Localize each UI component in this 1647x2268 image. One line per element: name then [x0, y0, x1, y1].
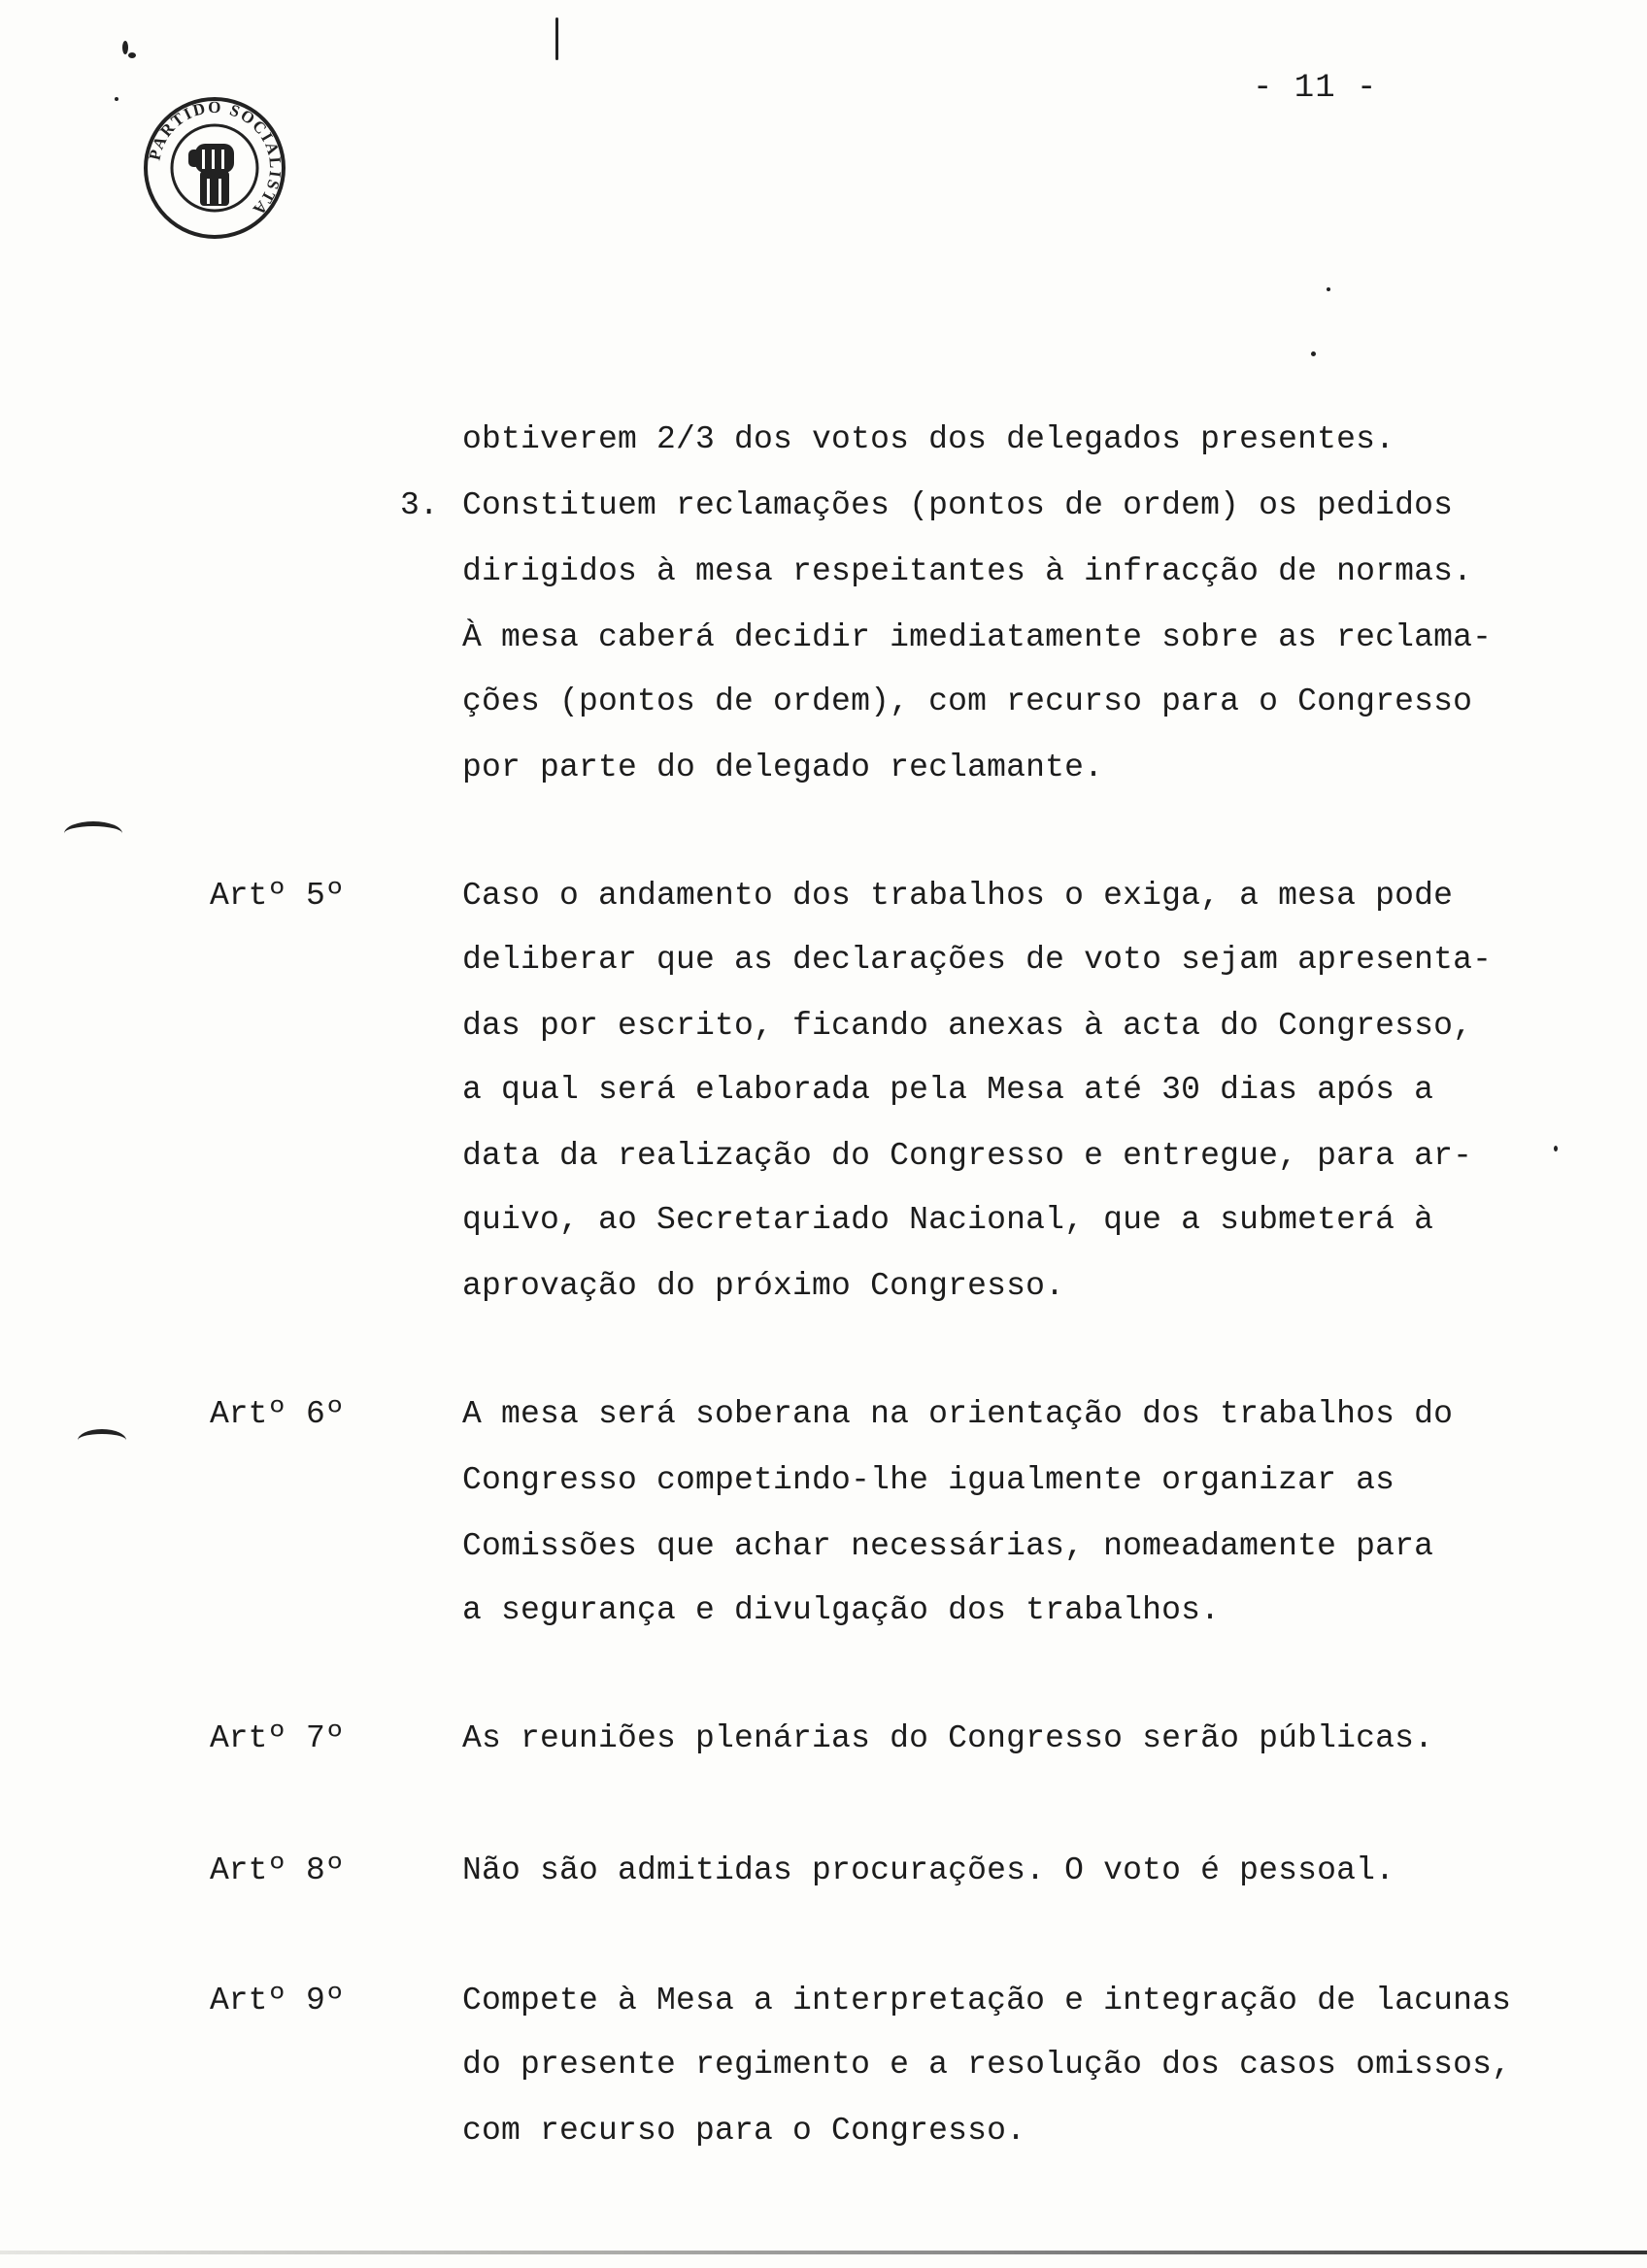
article-8-label: Artº 8º	[210, 1852, 345, 1888]
article-9-label: Artº 9º	[210, 1983, 345, 2018]
article-9-line: com recurso para o Congresso.	[462, 2113, 1026, 2149]
article-7-label: Artº 7º	[210, 1720, 345, 1756]
item-3-line: ções (pontos de ordem), com recurso para o Congresso	[462, 684, 1473, 719]
scan-speck	[128, 52, 136, 58]
scan-speck	[1311, 351, 1316, 356]
article-5-line: data da realização do Congresso e entregue, para ar-	[462, 1138, 1473, 1174]
article-6-line: A mesa será soberana na orientação dos trabalhos do	[462, 1396, 1454, 1432]
partido-socialista-seal	[142, 95, 287, 241]
article-8-line: Não são admitidas procurações. O voto é pessoal.	[462, 1852, 1395, 1888]
margin-arc-mark	[78, 1429, 126, 1451]
intro-line: obtiverem 2/3 dos votos dos delegados presentes.	[462, 421, 1395, 457]
item-3-line: por parte do delegado reclamante.	[462, 750, 1104, 785]
item-3-line: À mesa caberá decidir imediatamente sobre as reclama-	[462, 619, 1493, 655]
item-3-line: dirigidos à mesa respeitantes à infracção de normas.	[462, 553, 1473, 589]
article-9-line: do presente regimento e a resolução dos casos omissos,	[462, 2047, 1512, 2083]
article-5-line: deliberar que as declarações de voto sejam apresenta-	[462, 942, 1493, 978]
article-5-label: Artº 5º	[210, 878, 345, 914]
article-5-line: Caso o andamento dos trabalhos o exiga, a mesa pode	[462, 878, 1454, 914]
svg-text:PARTIDO SOCIALISTA: PARTIDO SOCIALISTA	[145, 97, 286, 220]
article-6-line: a segurança e divulgação dos trabalhos.	[462, 1592, 1221, 1628]
article-5-line: das por escrito, ficando anexas à acta do Congresso,	[462, 1008, 1473, 1044]
margin-arc-mark	[64, 821, 122, 846]
article-9-line: Compete à Mesa a interpretação e integração de lacunas	[462, 1983, 1512, 2018]
scan-speck	[115, 97, 118, 101]
fist-icon	[188, 144, 234, 206]
scan-speck	[555, 17, 558, 60]
scan-speck	[122, 41, 128, 54]
scan-bottom-edge	[0, 2251, 1647, 2254]
item-3-number: 3.	[400, 487, 439, 523]
article-6-label: Artº 6º	[210, 1396, 345, 1432]
article-5-line: quivo, ao Secretariado Nacional, que a submeterá à	[462, 1202, 1434, 1238]
scan-speck	[1327, 287, 1330, 291]
article-5-line: aprovação do próximo Congresso.	[462, 1268, 1065, 1304]
article-5-line: a qual será elaborada pela Mesa até 30 dias após a	[462, 1072, 1434, 1108]
article-6-line: Comissões que achar necessárias, nomeadamente para	[462, 1528, 1434, 1564]
scan-speck	[1554, 1146, 1558, 1151]
article-6-line: Congresso competindo-lhe igualmente organizar as	[462, 1462, 1395, 1498]
page-number: - 11 -	[1253, 70, 1378, 107]
item-3-line: Constituem reclamações (pontos de ordem) os pedidos	[462, 487, 1454, 523]
article-7-line: As reuniões plenárias do Congresso serão públicas.	[462, 1720, 1434, 1756]
